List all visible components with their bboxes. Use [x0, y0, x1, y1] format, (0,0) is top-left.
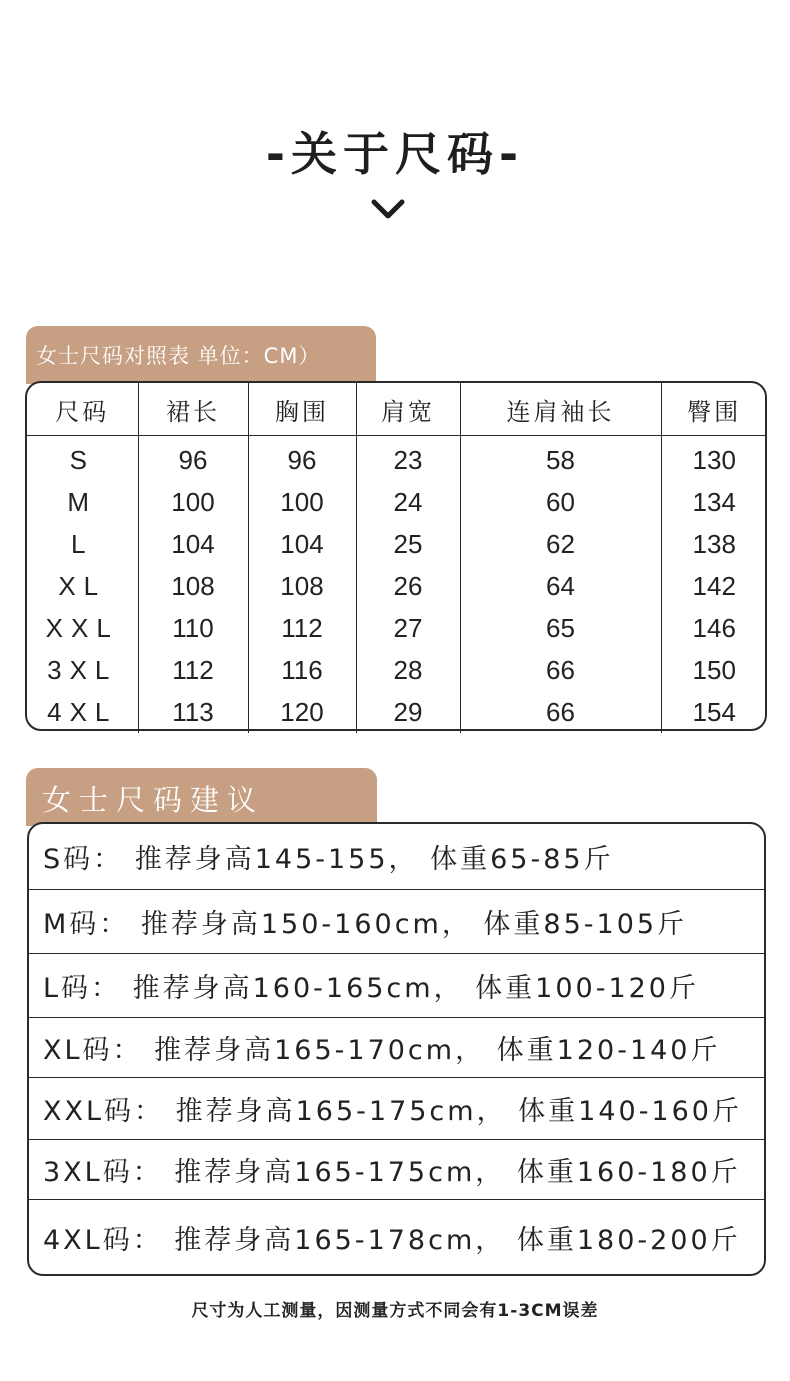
- size-label-cell: 4XL: [27, 691, 138, 733]
- size-label-cell: 3XL: [27, 649, 138, 691]
- measurement-cell: 100: [248, 481, 356, 523]
- measurement-cell: 112: [138, 649, 248, 691]
- measurement-cell: 108: [248, 565, 356, 607]
- measurement-note: 尺寸为人工测量，因测量方式不同会有1-3CM误差: [191, 1301, 599, 1321]
- suggestion-row: XXL码： 推荐身高165-175cm， 体重140-160斤: [29, 1078, 764, 1140]
- measurement-cell: 25: [356, 523, 460, 565]
- measurement-cell: 27: [356, 607, 460, 649]
- measurement-cell: 65: [460, 607, 661, 649]
- measurement-cell: 66: [460, 649, 661, 691]
- measurement-cell: 64: [460, 565, 661, 607]
- size-chart-table: [27, 383, 767, 733]
- measurement-cell: 104: [138, 523, 248, 565]
- measurement-cell: 110: [138, 607, 248, 649]
- measurement-cell: 100: [138, 481, 248, 523]
- column-header: 裙长: [138, 383, 248, 436]
- table-row: [27, 481, 767, 523]
- measurement-cell: 58: [460, 436, 661, 482]
- column-header: 连肩袖长: [460, 383, 661, 436]
- column-header: 尺码: [27, 383, 138, 436]
- table-row: [27, 523, 767, 565]
- table-row: [27, 565, 767, 607]
- table-row: [27, 649, 767, 691]
- measurement-cell: 138: [692, 528, 736, 559]
- size-chart-tab: 女士尺码对照表 单位：CM）: [26, 326, 376, 384]
- measurement-cell: 23: [356, 436, 460, 482]
- table-row: [27, 607, 767, 649]
- measurement-cell: 116: [248, 649, 356, 691]
- measurement-cell: 96: [248, 436, 356, 482]
- measurement-cell: 62: [460, 523, 661, 565]
- measurement-cell: 154: [692, 696, 736, 727]
- page-title: -关于尺码-: [265, 127, 525, 181]
- measurement-cell: 66: [460, 691, 661, 733]
- chevron-down-icon: [370, 196, 406, 222]
- measurement-cell: 24: [356, 481, 460, 523]
- table-row: [27, 691, 767, 733]
- table-row: [27, 436, 767, 482]
- measurement-cell: 29: [356, 691, 460, 733]
- measurement-cell: 120: [248, 691, 356, 733]
- size-label-cell: S: [27, 436, 138, 482]
- measurement-cell: 112: [248, 607, 356, 649]
- suggestion-row: M码： 推荐身高150-160cm， 体重85-105斤: [29, 890, 764, 954]
- measurement-cell: 134: [692, 486, 736, 517]
- measurement-cell: 26: [356, 565, 460, 607]
- measurement-cell: 150: [692, 654, 736, 685]
- size-label-cell: XXL: [27, 607, 138, 649]
- measurement-cell: 113: [138, 691, 248, 733]
- size-label-cell: XL: [27, 565, 138, 607]
- measurement-cell: 108: [138, 565, 248, 607]
- measurement-cell: 28: [356, 649, 460, 691]
- column-header: 胸围: [248, 383, 356, 436]
- measurement-cell: 96: [138, 436, 248, 482]
- size-suggestion-box: [27, 822, 766, 1276]
- measurement-cell: 142: [692, 570, 736, 601]
- size-label-cell: M: [27, 481, 138, 523]
- measurement-cell: 104: [248, 523, 356, 565]
- size-chart-table-box: [25, 381, 767, 731]
- suggestion-row: L码： 推荐身高160-165cm， 体重100-120斤: [29, 954, 764, 1018]
- size-label-cell: L: [27, 523, 138, 565]
- suggestion-row: XL码： 推荐身高165-170cm， 体重120-140斤: [29, 1018, 764, 1078]
- measurement-cell: 60: [460, 481, 661, 523]
- size-suggestion-tab: 女士尺码建议: [26, 768, 377, 826]
- column-header: 肩宽: [356, 383, 460, 436]
- table-body: [27, 436, 767, 734]
- suggestion-row: S码： 推荐身高145-155， 体重65-85斤: [29, 824, 764, 890]
- measurement-cell: 146: [692, 612, 736, 643]
- suggestion-row: 4XL码： 推荐身高165-178cm， 体重180-200斤: [43, 1224, 741, 1256]
- suggestion-row: 3XL码： 推荐身高165-175cm， 体重160-180斤: [29, 1140, 764, 1200]
- measurement-cell: 130: [692, 444, 736, 475]
- table-header-row: [27, 383, 767, 436]
- column-header: 臀围: [661, 383, 767, 436]
